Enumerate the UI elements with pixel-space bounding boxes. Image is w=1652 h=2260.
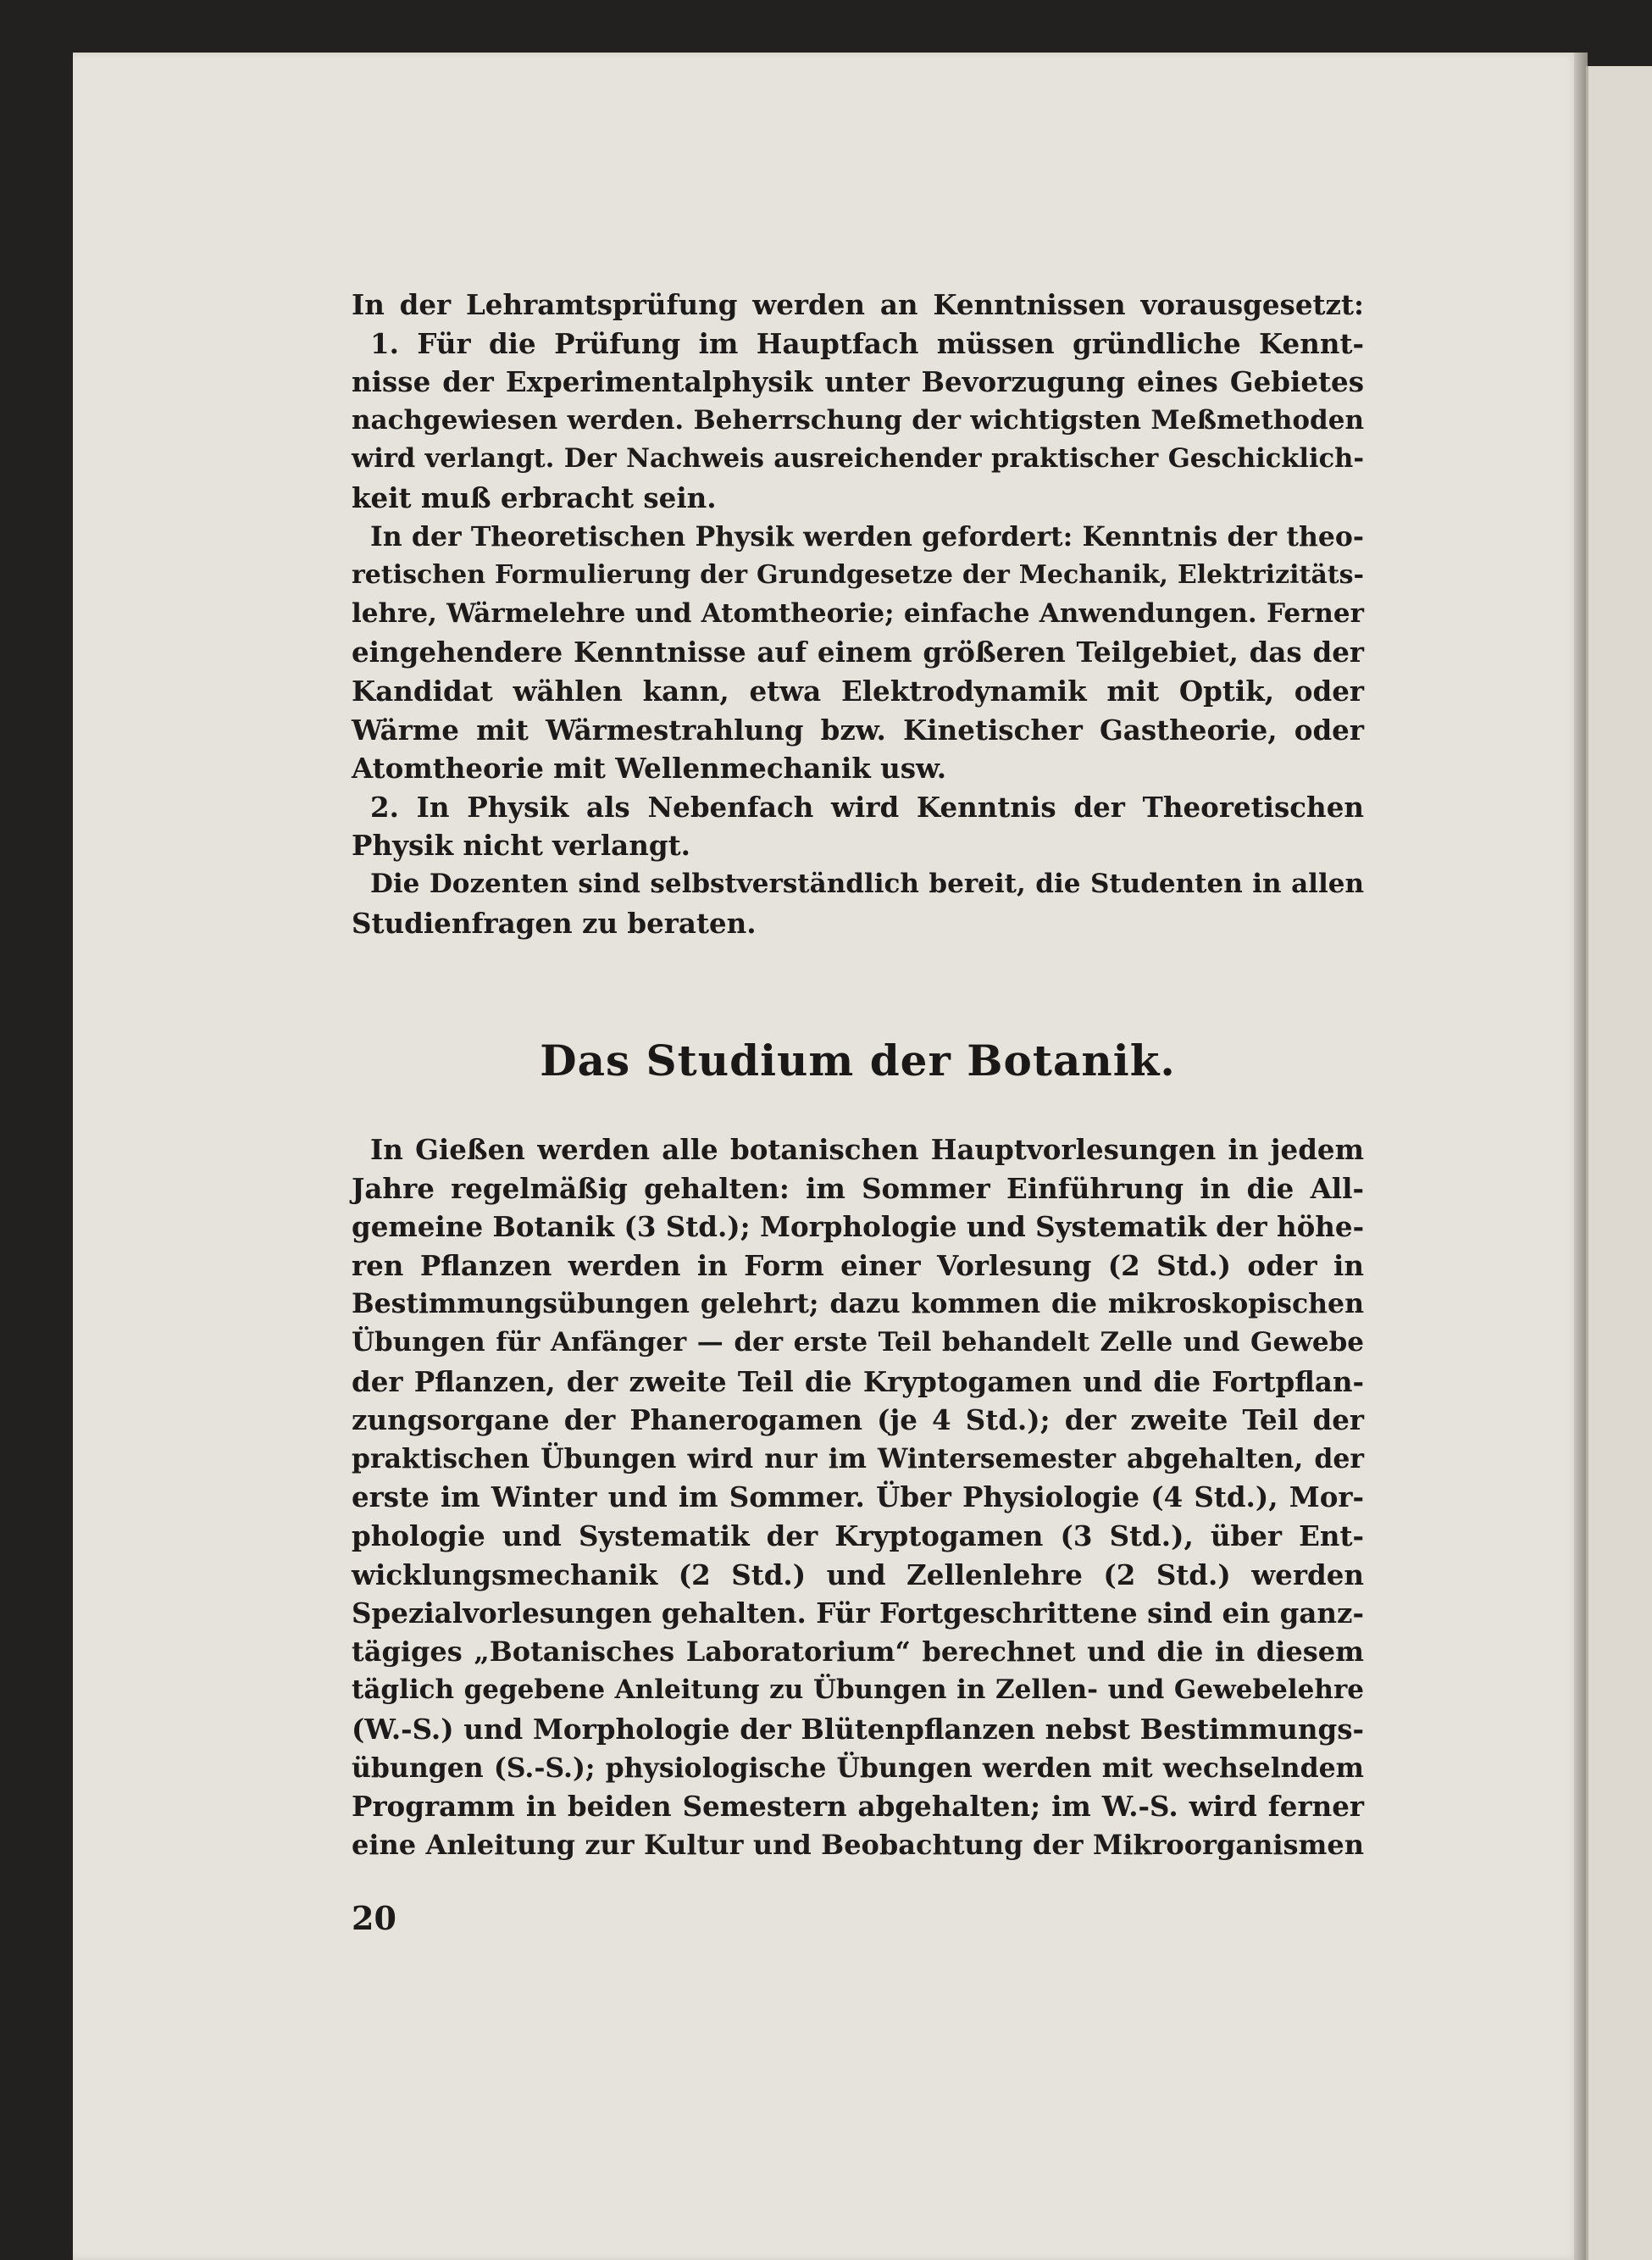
text-line: Wärme mit Wärmestrahlung bzw. Kinetischer Gastheorie, oder — [352, 713, 1364, 747]
text-line: wird verlangt. Der Nachweis ausreichender praktischer Geschicklich- — [352, 443, 1364, 475]
text-line: (W.-S.) und Morphologie der Blütenpflanzen nebst Bestimmungs- — [352, 1712, 1364, 1746]
next-page-edge — [1586, 66, 1652, 2260]
text-line: gemeine Botanik (3 Std.); Morphologie und Systematik der höhe- — [352, 1210, 1365, 1244]
text-line: Jahre regelmäßig gehalten: im Sommer Einführung in die All- — [352, 1171, 1364, 1205]
text-line: In der Theoretischen Physik werden gefordert: Kenntnis der theo- — [370, 520, 1364, 553]
text-line: retischen Formulierung der Grundgesetze der Mechanik, Elektrizitäts- — [352, 560, 1364, 591]
text-line: In der Lehramtsprüfung werden an Kenntnissen vorausgesetzt: — [352, 288, 1364, 321]
text-line: täglich gegebene Anleitung zu Übungen in Zellen- und Gewebelehre — [352, 1674, 1364, 1706]
text-line: Programm in beiden Semestern abgehalten; im W.-S. wird ferner — [352, 1790, 1364, 1824]
text-line: erste im Winter und im Sommer. Über Physiologie (4 Std.), Mor- — [352, 1480, 1364, 1514]
text-line: keit muß erbracht sein. — [352, 480, 717, 514]
text-line: Übungen für Anfänger — der erste Teil behandelt Zelle und Gewebe — [352, 1326, 1364, 1358]
text-line: nachgewiesen werden. Beherrschung der wichtigsten Meßmethoden — [352, 404, 1364, 436]
text-line: wicklungsmechanik (2 Std.) und Zellenlehre (2 Std.) werden — [352, 1558, 1364, 1591]
text-line: Atomtheorie mit Wellenmechanik usw. — [352, 752, 947, 786]
text-line: tägiges „Botanisches Laboratorium“ berechnet und die in diesem — [352, 1635, 1364, 1668]
text-line: übungen (S.-S.); physiologische Übungen werden mit wechselndem — [352, 1752, 1364, 1784]
text-line: 2. In Physik als Nebenfach wird Kenntnis der Theoretischen — [370, 790, 1364, 824]
text-line: Physik nicht verlangt. — [352, 829, 690, 863]
physics-exam-requirements — [352, 286, 1364, 942]
section-heading: Das Studium der Botanik. — [540, 1036, 1176, 1086]
page-number: 20 — [352, 1899, 396, 1937]
text-line: Kandidat wählen kann, etwa Elektrodynamik mit Optik, oder — [352, 674, 1364, 708]
text-line: zungsorgane der Phanerogamen (je 4 Std.); der zweite Teil der — [352, 1403, 1364, 1437]
text-line: praktischen Übungen wird nur im Wintersemester abgehalten, der — [352, 1442, 1364, 1474]
text-line: der Pflanzen, der zweite Teil die Kryptogamen und die Fortpflan- — [352, 1364, 1364, 1398]
text-line: nisse der Experimentalphysik unter Bevorzugung eines Gebietes — [352, 365, 1364, 399]
text-line: In Gießen werden alle botanischen Hauptvorlesungen in jedem — [370, 1133, 1364, 1166]
text-line: phologie und Systematik der Kryptogamen (3 Std.), über Ent- — [352, 1519, 1364, 1552]
botany-study-text — [352, 1130, 1364, 1864]
text-line: Studienfragen zu beraten. — [352, 906, 757, 940]
text-line: ren Pflanzen werden in Form einer Vorlesung (2 Std.) oder in — [352, 1248, 1364, 1282]
text-line: 1. Für die Prüfung im Hauptfach müssen gründliche Kennt- — [370, 326, 1364, 360]
text-line: eingehendere Kenntnisse auf einem größeren Teilgebiet, das der — [352, 636, 1364, 669]
text-line: eine Anleitung zur Kultur und Beobachtung der Mikroorganismen — [352, 1828, 1364, 1861]
text-line: Die Dozenten sind selbstverständlich bereit, die Studenten in allen — [370, 868, 1364, 899]
text-line: lehre, Wärmelehre und Atomtheorie; einfache Anwendungen. Ferner — [352, 597, 1364, 629]
text-line: Spezialvorlesungen gehalten. Für Fortgeschrittene sind ein ganz- — [352, 1596, 1364, 1630]
text-line: Bestimmungsübungen gelehrt; dazu kommen die mikroskopischen — [352, 1288, 1364, 1320]
